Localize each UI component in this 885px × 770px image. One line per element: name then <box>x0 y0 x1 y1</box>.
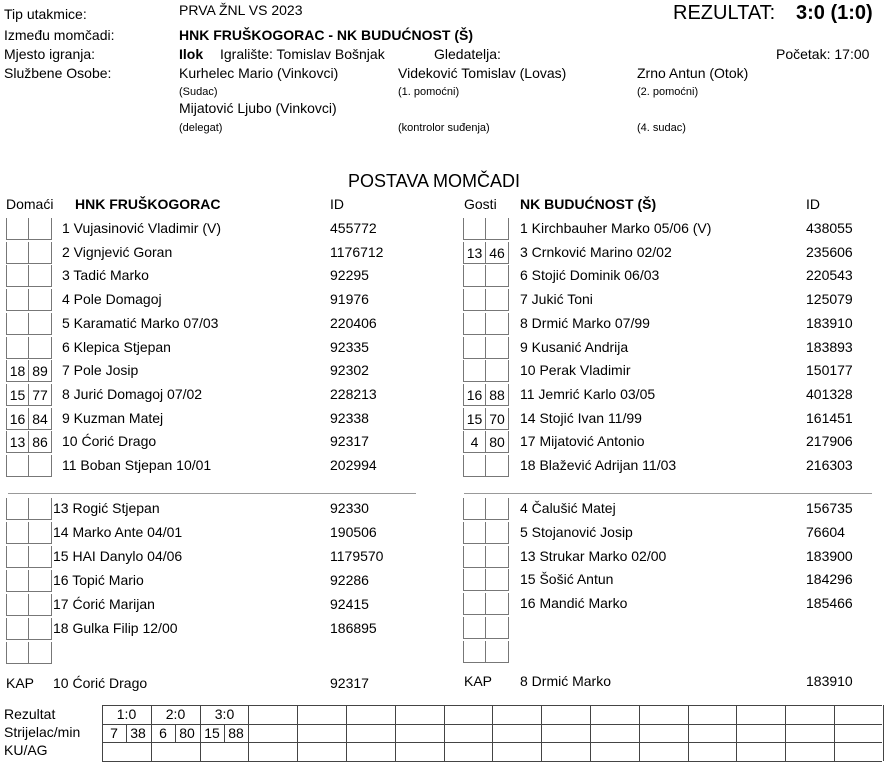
home-minute-in <box>6 455 29 477</box>
grid-line <box>297 705 298 761</box>
away-minute-in <box>463 337 486 359</box>
home-team-name: HNK FRUŠKOGORAC <box>75 196 221 212</box>
away-minute-out: 80 <box>486 431 509 453</box>
home-player-id: 455772 <box>330 220 377 236</box>
grid-line <box>688 705 689 761</box>
grid-line <box>541 705 542 761</box>
home-player-name: 1 Vujasinović Vladimir (V) <box>62 220 221 236</box>
away-divider <box>464 493 872 494</box>
match-title: HNK FRUŠKOGORAC - NK BUDUĆNOST (Š) <box>179 27 473 43</box>
home-minute-out <box>29 265 52 287</box>
home-player-name: 5 Karamatić Marko 07/03 <box>62 315 219 331</box>
away-minute-out: 70 <box>486 408 509 430</box>
away-player-name: 3 Crnković Marino 02/02 <box>520 244 672 260</box>
away-captain-name: 8 Drmić Marko <box>520 673 612 689</box>
match-type-value: PRVA ŽNL VS 2023 <box>179 2 303 18</box>
away-player-name: 10 Perak Vladimir <box>520 362 631 378</box>
score-label-ku: KU/AG <box>4 742 48 758</box>
away-captain-id: 183910 <box>806 673 853 689</box>
scorer-minute: 80 <box>179 725 195 741</box>
away-minute-in <box>463 455 486 477</box>
home-minute-in: 18 <box>6 360 29 382</box>
home-minute-in <box>6 265 29 287</box>
away-sub-minute-in <box>463 617 486 639</box>
home-minute-out: 84 <box>29 408 52 430</box>
between-label: Između momčadi: <box>4 27 115 43</box>
away-sub-name: 16 Mandić Marko <box>520 595 628 611</box>
away-player-name: 1 Kirchbauher Marko 05/06 (V) <box>520 220 712 236</box>
away-minute-out: 88 <box>486 384 509 406</box>
home-sub-minute-in <box>6 498 29 520</box>
home-minute-out: 77 <box>29 384 52 406</box>
away-sub-id: 184296 <box>806 571 853 587</box>
home-id-label: ID <box>330 196 344 212</box>
grid-line <box>639 705 640 761</box>
grid-line <box>736 705 737 761</box>
official-assistant1-name: Videković Tomislav (Lovas) <box>398 65 567 81</box>
home-minute-out <box>29 242 52 264</box>
grid-line <box>883 705 884 761</box>
field-value: Igralište: Tomislav Bošnjak <box>220 46 385 62</box>
away-minute-out <box>486 360 509 382</box>
away-sub-minute-in <box>463 641 486 663</box>
official-assistant1-role: (1. pomoćni) <box>398 86 460 98</box>
home-sub-name: 17 Ćorić Marijan <box>53 596 155 612</box>
home-minute-in <box>6 313 29 335</box>
home-sub-minute-in <box>6 546 29 568</box>
home-minute-out <box>29 313 52 335</box>
match-type-label: Tip utakmice: <box>4 6 87 22</box>
away-sub-minute-in <box>463 569 486 591</box>
away-sub-minute-in <box>463 593 486 615</box>
home-minute-out: 89 <box>29 360 52 382</box>
score-result-cell: 2:0 <box>165 706 186 722</box>
away-sub-id: 76604 <box>806 524 845 540</box>
home-sub-minute-out <box>29 522 52 544</box>
home-player-id: 92335 <box>330 339 369 355</box>
away-player-name: 17 Mijatović Antonio <box>520 433 645 449</box>
away-player-name: 7 Jukić Toni <box>520 291 593 307</box>
away-player-id: 125079 <box>806 291 853 307</box>
grid-line <box>492 705 493 761</box>
home-minute-out <box>29 289 52 311</box>
home-sub-id: 92286 <box>330 572 369 588</box>
home-minute-in: 16 <box>6 408 29 430</box>
place-label: Mjesto igranja: <box>4 46 96 62</box>
away-sub-minute-out <box>486 498 509 520</box>
home-player-id: 92338 <box>330 410 369 426</box>
away-minute-out <box>486 265 509 287</box>
away-player-id: 161451 <box>806 410 853 426</box>
away-id-label: ID <box>806 196 820 212</box>
away-sub-minute-out <box>486 522 509 544</box>
official-delegate-role: (delegat) <box>179 122 223 134</box>
away-player-name: 9 Kusanić Andrija <box>520 339 629 355</box>
home-player-id: 228213 <box>330 386 377 402</box>
away-kap-label: KAP <box>464 673 493 689</box>
home-sub-minute-out <box>29 498 52 520</box>
home-player-name: 11 Boban Stjepan 10/01 <box>62 457 212 473</box>
away-minute-in: 16 <box>463 384 486 406</box>
home-sub-minute-out <box>29 618 52 640</box>
spectators-label: Gledatelja: <box>434 46 501 62</box>
home-sub-minute-in <box>6 570 29 592</box>
away-minute-in <box>463 289 486 311</box>
official-fourth-role: (4. sudac) <box>637 122 686 134</box>
away-player-id: 217906 <box>806 433 853 449</box>
home-player-name: 2 Vignjević Goran <box>62 244 173 260</box>
away-sub-minute-out <box>486 617 509 639</box>
home-sub-name: 14 Marko Ante 04/01 <box>53 524 183 540</box>
away-sub-minute-out <box>486 641 509 663</box>
away-minute-out <box>486 289 509 311</box>
score-label-result: Rezultat <box>4 706 56 722</box>
away-player-name: 8 Drmić Marko 07/99 <box>520 315 650 331</box>
grid-line <box>590 705 591 761</box>
home-minute-out: 86 <box>29 431 52 453</box>
home-sub-minute-in <box>6 642 29 664</box>
away-sub-name: 5 Stojanović Josip <box>520 524 633 540</box>
scorer-number: 6 <box>159 725 167 741</box>
lineup-title: POSTAVA MOMČADI <box>348 171 521 191</box>
home-sub-id: 92415 <box>330 596 369 612</box>
official-controller-role: (kontrolor suđenja) <box>398 122 490 134</box>
home-kap-label: KAP <box>6 675 35 691</box>
home-side-label: Domaći <box>6 196 54 212</box>
away-sub-id: 156735 <box>806 500 853 516</box>
away-player-name: 6 Stojić Dominik 06/03 <box>520 267 660 283</box>
home-minute-in <box>6 337 29 359</box>
away-minute-in <box>463 360 486 382</box>
result-label: REZULTAT: <box>673 2 776 24</box>
away-sub-minute-out <box>486 593 509 615</box>
home-player-id: 202994 <box>330 457 377 473</box>
officials-label: Službene Osobe: <box>4 65 112 81</box>
away-player-id: 216303 <box>806 457 853 473</box>
home-sub-id: 190506 <box>330 524 377 540</box>
away-sub-name: 13 Strukar Marko 02/00 <box>520 548 667 564</box>
away-minute-out <box>486 218 509 240</box>
scorer-number: 7 <box>110 725 118 741</box>
grid-line <box>102 761 882 762</box>
away-minute-out <box>486 313 509 335</box>
away-minute-in: 4 <box>463 431 486 453</box>
away-minute-in <box>463 265 486 287</box>
away-player-id: 438055 <box>806 220 853 236</box>
home-minute-in <box>6 218 29 240</box>
home-player-name: 9 Kuzman Matej <box>62 410 164 426</box>
home-player-id: 92295 <box>330 267 369 283</box>
away-player-id: 220543 <box>806 267 853 283</box>
away-minute-in <box>463 218 486 240</box>
home-captain-name: 10 Ćorić Drago <box>53 675 148 691</box>
home-sub-minute-out <box>29 546 52 568</box>
home-sub-id: 1179570 <box>330 548 384 564</box>
away-player-id: 183893 <box>806 339 853 355</box>
away-player-name: 14 Stojić Ivan 11/99 <box>520 410 642 426</box>
away-sub-name: 15 Šošić Antun <box>520 571 614 587</box>
home-sub-name: 15 HAI Danylo 04/06 <box>53 548 183 564</box>
score-result-cell: 1:0 <box>116 706 137 722</box>
away-sub-minute-out <box>486 569 509 591</box>
home-sub-id: 92330 <box>330 500 369 516</box>
away-sub-minute-out <box>486 546 509 568</box>
away-player-id: 235606 <box>806 244 853 260</box>
home-player-name: 4 Pole Domagoj <box>62 291 162 307</box>
away-sub-id: 185466 <box>806 595 853 611</box>
official-delegate-name: Mijatović Ljubo (Vinkovci) <box>179 100 337 116</box>
home-sub-minute-in <box>6 522 29 544</box>
scorer-minute: 88 <box>228 725 244 741</box>
official-assistant2-name: Zrno Antun (Otok) <box>637 65 749 81</box>
home-minute-out <box>29 455 52 477</box>
away-player-id: 183910 <box>806 315 853 331</box>
home-minute-in <box>6 242 29 264</box>
home-sub-name: 18 Gulka Filip 12/00 <box>53 620 178 636</box>
home-player-name: 3 Tadić Marko <box>62 267 149 283</box>
official-referee-name: Kurhelec Mario (Vinkovci) <box>179 65 339 81</box>
home-player-id: 92302 <box>330 362 369 378</box>
away-player-id: 150177 <box>806 362 853 378</box>
home-sub-minute-in <box>6 618 29 640</box>
away-minute-out <box>486 337 509 359</box>
home-minute-in: 13 <box>6 431 29 453</box>
grid-line <box>834 705 835 761</box>
home-divider <box>8 493 416 494</box>
home-player-id: 91976 <box>330 291 369 307</box>
away-sub-name: 4 Čalušić Matej <box>520 500 616 516</box>
grid-line <box>346 705 347 761</box>
away-sub-minute-in <box>463 498 486 520</box>
home-player-name: 10 Ćorić Drago <box>62 433 157 449</box>
grid-line <box>785 705 786 761</box>
away-side-label: Gosti <box>464 196 497 212</box>
home-player-name: 6 Klepica Stjepan <box>62 339 171 355</box>
home-player-name: 7 Pole Josip <box>62 362 139 378</box>
away-minute-in: 13 <box>463 242 486 264</box>
away-minute-out <box>486 455 509 477</box>
grid-line <box>444 705 445 761</box>
away-sub-id: 183900 <box>806 548 853 564</box>
scorer-number: 15 <box>204 725 220 741</box>
home-sub-minute-out <box>29 570 52 592</box>
home-sub-id: 186895 <box>330 620 377 636</box>
away-minute-in <box>463 313 486 335</box>
result-value: 3:0 (1:0) <box>796 2 873 24</box>
home-minute-in <box>6 289 29 311</box>
away-player-name: 18 Blažević Adrijan 11/03 <box>520 457 677 473</box>
home-minute-out <box>29 337 52 359</box>
official-assistant2-role: (2. pomoćni) <box>637 86 699 98</box>
away-minute-out: 46 <box>486 242 509 264</box>
away-team-name: NK BUDUĆNOST (Š) <box>520 196 657 212</box>
home-player-id: 1176712 <box>330 244 384 260</box>
home-sub-minute-out <box>29 594 52 616</box>
away-sub-minute-in <box>463 546 486 568</box>
home-minute-out <box>29 218 52 240</box>
home-captain-id: 92317 <box>330 675 369 691</box>
home-player-id: 220406 <box>330 315 377 331</box>
place-value: Ilok <box>179 46 204 62</box>
away-player-name: 11 Jemrić Karlo 03/05 <box>520 386 656 402</box>
home-sub-name: 13 Rogić Stjepan <box>53 500 160 516</box>
away-sub-minute-in <box>463 522 486 544</box>
home-player-id: 92317 <box>330 433 369 449</box>
official-referee-role: (Sudac) <box>179 86 218 98</box>
home-sub-minute-in <box>6 594 29 616</box>
scorer-minute: 38 <box>130 725 146 741</box>
home-sub-minute-out <box>29 642 52 664</box>
home-player-name: 8 Jurić Domagoj 07/02 <box>62 386 203 402</box>
score-result-cell: 3:0 <box>214 706 235 722</box>
score-label-scorer: Strijelac/min <box>4 724 81 740</box>
start-time: Početak: 17:00 <box>776 46 870 62</box>
home-sub-name: 16 Topić Mario <box>53 572 144 588</box>
away-minute-in: 15 <box>463 408 486 430</box>
away-player-id: 401328 <box>806 386 853 402</box>
home-minute-in: 15 <box>6 384 29 406</box>
grid-line <box>395 705 396 761</box>
